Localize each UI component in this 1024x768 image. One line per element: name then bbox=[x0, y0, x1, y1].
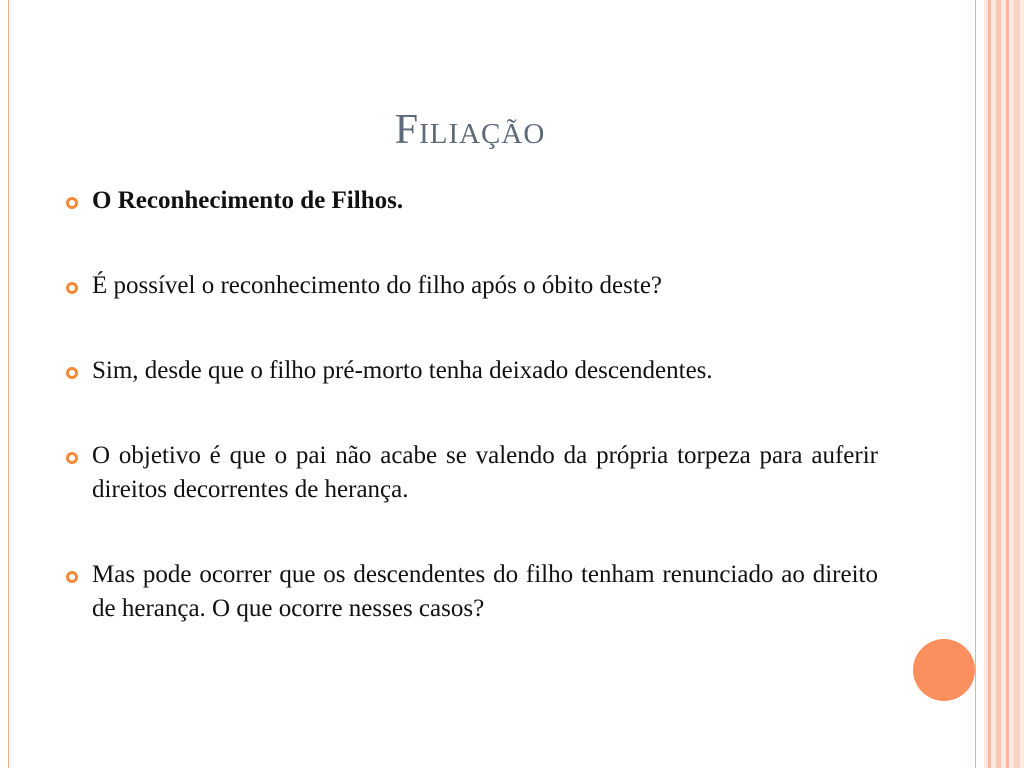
bullet-text: Mas pode ocorrer que os descendentes do filho tenham renunciado ao direito de herança. O que ocorre nesses casos? bbox=[92, 561, 878, 622]
bullet-circle-icon bbox=[66, 282, 78, 294]
bullet-item bbox=[62, 354, 878, 388]
decorative-circle-icon bbox=[913, 639, 975, 701]
slide-title: Filiação bbox=[394, 107, 546, 153]
bullet-item bbox=[62, 439, 878, 507]
stripe bbox=[996, 0, 1001, 768]
bullet-list bbox=[62, 184, 878, 677]
bullet-circle-icon bbox=[66, 367, 78, 379]
bullet-circle-icon bbox=[66, 197, 78, 209]
stripe bbox=[1014, 0, 1020, 768]
bullet-circle-icon bbox=[66, 571, 78, 583]
bullet-circle-icon bbox=[66, 452, 78, 464]
bullet-text: Sim, desde que o filho pré-morto tenha deixado descendentes. bbox=[92, 357, 713, 384]
bullet-item bbox=[62, 269, 878, 303]
bullet-text: O Reconhecimento de Filhos. bbox=[92, 187, 404, 214]
bullet-text: O objetivo é que o pai não acabe se valendo da própria torpeza para auferir direitos decorrentes de herança. bbox=[92, 442, 878, 503]
bullet-item bbox=[62, 184, 878, 218]
stripe bbox=[988, 0, 991, 768]
bullet-item bbox=[62, 558, 878, 626]
decorative-stripes bbox=[984, 0, 1024, 768]
bullet-text: É possível o reconhecimento do filho após o óbito deste? bbox=[92, 272, 663, 299]
stripe bbox=[1006, 0, 1009, 768]
